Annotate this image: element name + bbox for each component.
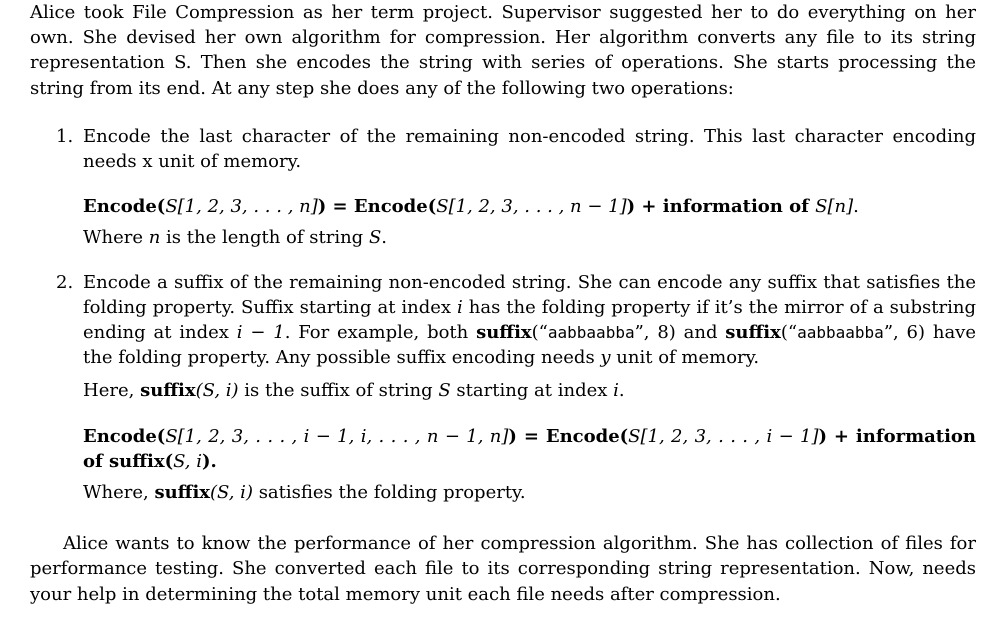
operation-1-description: Encode the last character of the remaining non-encoded string. This last character encoding needs x unit of memory. (83, 125, 976, 173)
operation-1-where: Where n is the length of string S. (83, 227, 388, 249)
operation-1-number: 1. (56, 125, 74, 147)
operation-2-equation: Encode(S[1, 2, 3, . . . , i − 1, i, . . . , n − 1, n]) = Encode(S[1, 2, 3, . . . , i − 1]) + information of suffix(S, i). (83, 425, 977, 472)
operation-2-number: 2. (56, 271, 74, 293)
operation-1-equation: Encode(S[1, 2, 3, . . . , n]) = Encode(S[1, 2, 3, . . . , n − 1]) + information of S[n]. (83, 196, 859, 218)
closing-paragraph: Alice wants to know the performance of her compression algorithm. She has collection of files for performance testing. She converted each file to its corresponding string representation. Now, needs your help in determining the total memory unit each file needs after compression. (30, 533, 976, 605)
operation-1 (30, 124, 976, 251)
operation-2-description: Encode a suffix of the remaining non-encoded string. She can encode any suffix that satisfies the folding property. Suffix starting at index i has the folding property if it’s the mirror of a substring ending at index i − 1. For example, both suffix(“aabbaabba”, 8) and suffix(“aabbaabba”, 6) have the folding property. Any possible suffix encoding needs y unit of memory. (83, 271, 976, 369)
example-string-1: aabbaabba (547, 323, 635, 343)
operations-list (30, 124, 976, 505)
operation-2-where: Where, suffix(S, i) satisfies the folding property. (83, 482, 526, 504)
intro-paragraph: Alice took File Compression as her term project. Supervisor suggested her to do everything on her own. She devised her own algorithm for compression. Her algorithm converts any file to its string representation S. Then she encodes the string with series of operations. She starts processing the string from its end. At any step she does any of the following two operations: (30, 2, 976, 99)
operation-2 (30, 270, 976, 506)
example-string-2: aabbaabba (797, 323, 884, 343)
operation-2-here: Here, suffix(S, i) is the suffix of string S starting at index i. (83, 380, 625, 402)
